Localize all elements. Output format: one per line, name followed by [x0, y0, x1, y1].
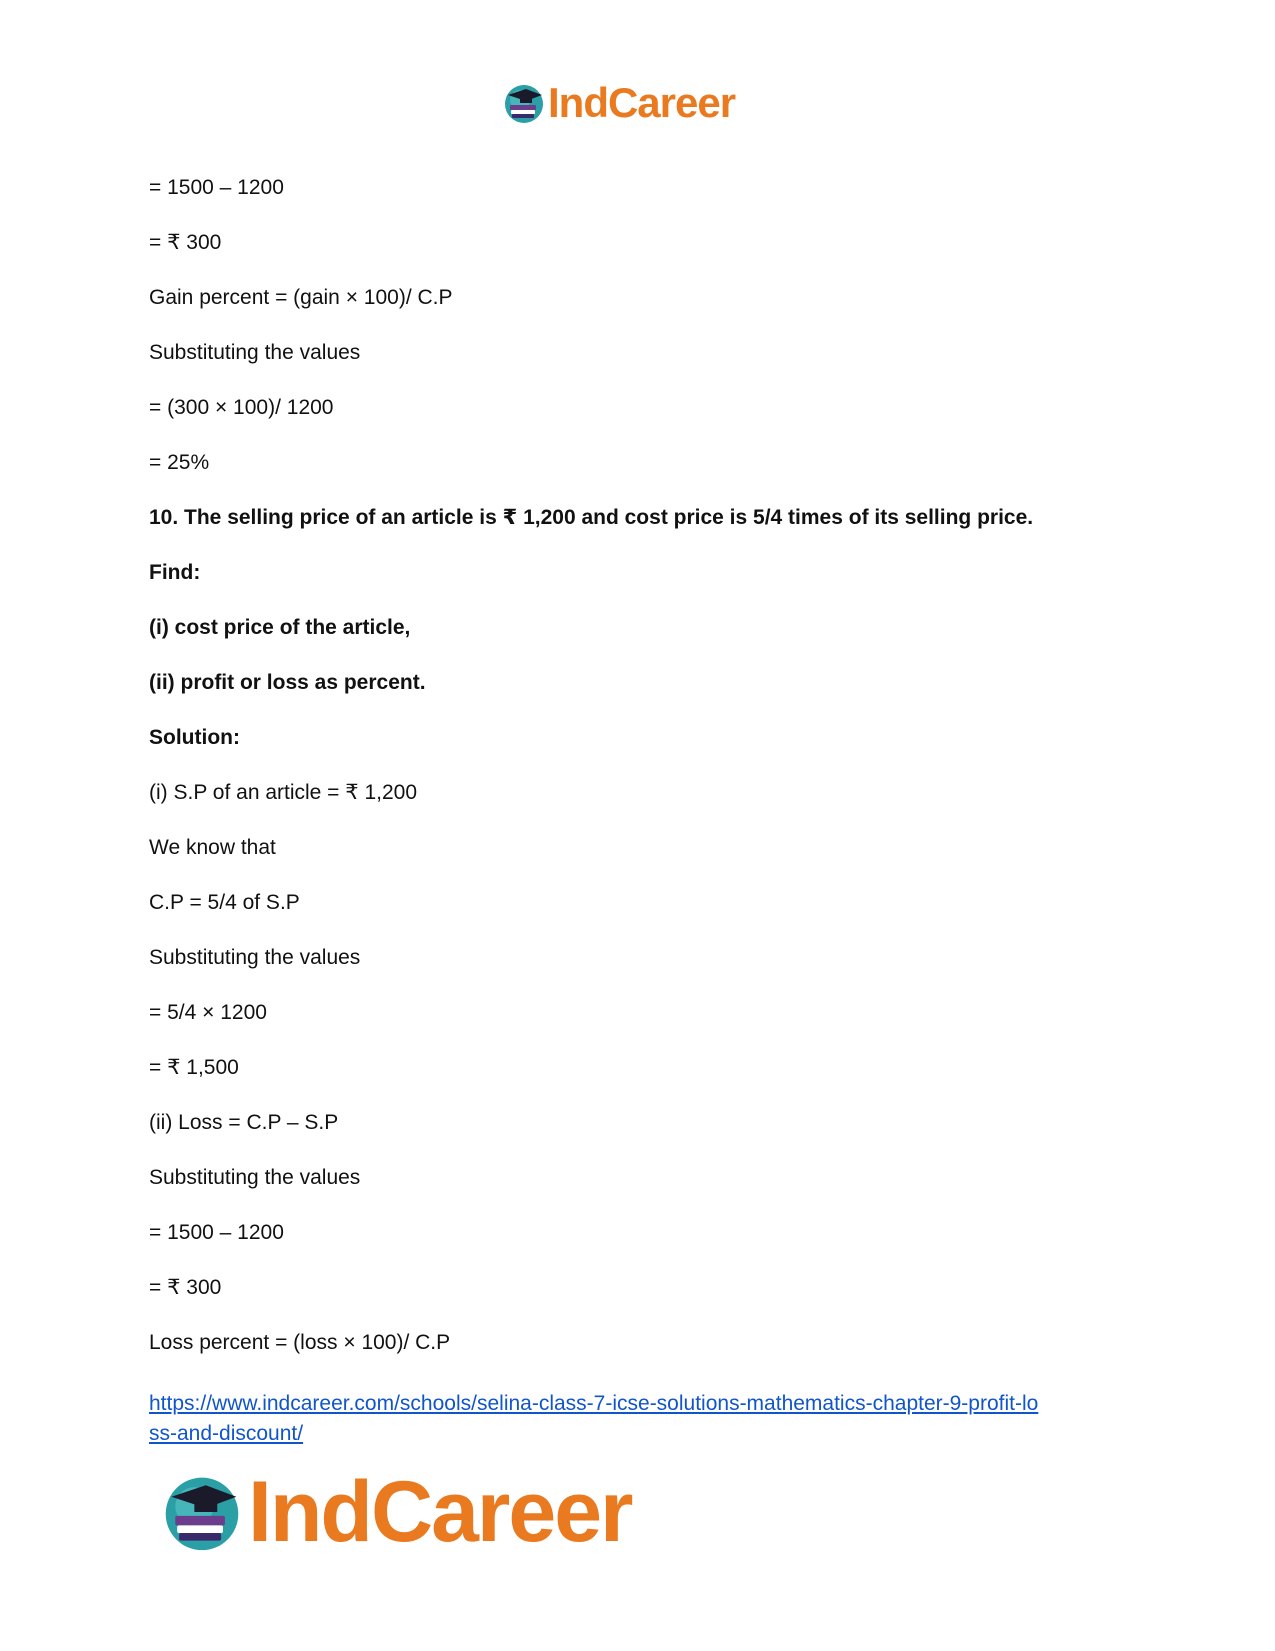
solution-text-line: = 1500 – 1200: [149, 176, 284, 199]
solution-text-line: Gain percent = (gain × 100)/ C.P: [149, 286, 453, 309]
solution-text-line: = 5/4 × 1200: [149, 1001, 267, 1024]
solution-text-line: = ₹ 300: [149, 1276, 222, 1299]
question-text-line: (i) cost price of the article,: [149, 616, 411, 639]
solution-text-line: Loss percent = (loss × 100)/ C.P: [149, 1331, 451, 1354]
solution-text-line: = 25%: [149, 451, 210, 474]
globe-graduation-cap-icon: [502, 81, 546, 125]
solution-text-line: Substituting the values: [149, 341, 361, 364]
logo-wordmark: IndCareer: [248, 1464, 632, 1560]
solution-text-line: Substituting the values: [149, 946, 361, 969]
question-text-line: Solution:: [149, 726, 240, 749]
source-link-line-2[interactable]: ss-and-discount/: [149, 1422, 304, 1445]
footer-logo: [160, 1464, 632, 1560]
solution-text-line: (ii) Loss = C.P – S.P: [149, 1111, 339, 1134]
source-link-line-1[interactable]: https://www.indcareer.com/schools/selina-class-7-icse-solutions-mathematics-chapter-9-profit-lo: [149, 1392, 1039, 1415]
source-link[interactable]: [149, 1389, 1149, 1449]
logo-wordmark: IndCareer: [548, 79, 736, 126]
solution-text-line: = 1500 – 1200: [149, 1221, 284, 1244]
solution-text-line: = ₹ 300: [149, 231, 222, 254]
question-text-line: Find:: [149, 561, 201, 584]
header-logo: [502, 80, 735, 126]
solution-text-line: C.P = 5/4 of S.P: [149, 891, 300, 914]
solution-text-line: = ₹ 1,500: [149, 1056, 239, 1079]
question-text-line: (ii) profit or loss as percent.: [149, 671, 426, 694]
question-text-line: 10. The selling price of an article is ₹ 1,200 and cost price is 5/4 times of its selling price.: [149, 506, 1034, 529]
solution-text-line: = (300 × 100)/ 1200: [149, 396, 334, 419]
solution-text-line: (i) S.P of an article = ₹ 1,200: [149, 781, 418, 804]
solution-text-line: We know that: [149, 836, 276, 859]
document-body: [149, 175, 1149, 1385]
globe-graduation-cap-icon: [160, 1470, 244, 1554]
solution-text-line: Substituting the values: [149, 1166, 361, 1189]
